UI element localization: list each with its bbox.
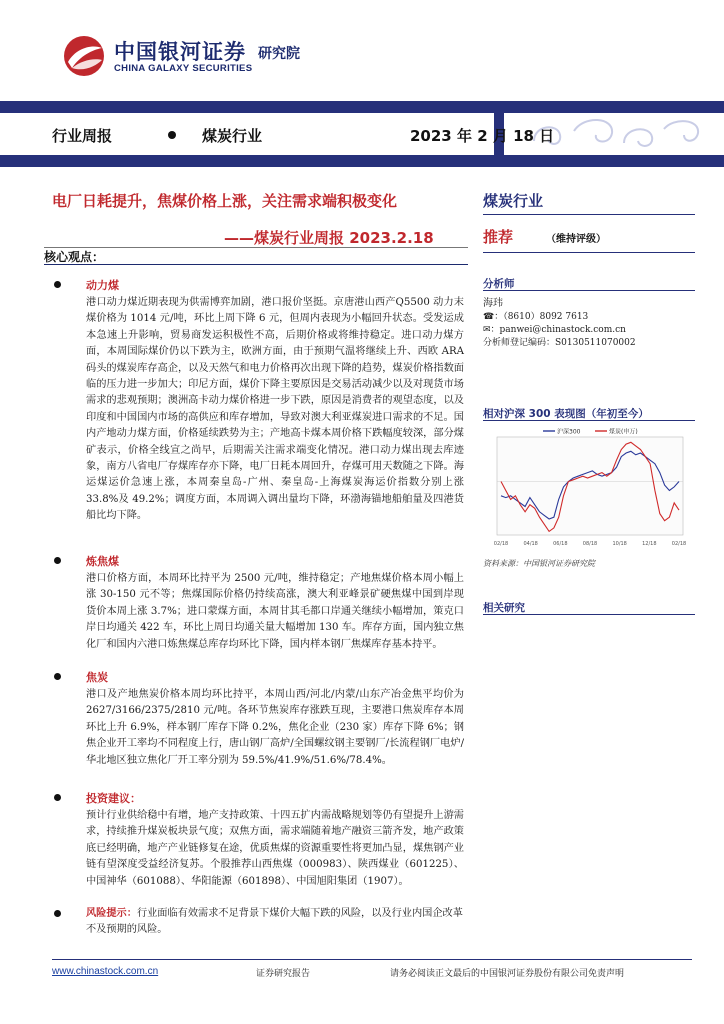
sidebar-divider bbox=[483, 290, 695, 291]
related-research-heading: 相关研究 bbox=[483, 602, 525, 614]
plot-area bbox=[497, 437, 683, 535]
chart-source: 资料来源：中国银河证券研究院 bbox=[483, 559, 595, 568]
x-tick-label: 02/18 bbox=[671, 541, 687, 547]
legend-label: 沪深300 bbox=[557, 428, 581, 436]
bullet-icon bbox=[54, 794, 61, 801]
bullet-icon bbox=[54, 281, 61, 288]
report-date: 2023 年 2 月 18 日 bbox=[410, 127, 555, 145]
legend-label: 煤炭(申万) bbox=[609, 428, 638, 436]
x-tick-label: 08/18 bbox=[582, 541, 598, 547]
core-divider bbox=[44, 264, 468, 265]
analyst-cert: 分析师登记编码：S0130511070002 bbox=[483, 338, 636, 348]
galaxy-logo-icon bbox=[62, 34, 106, 78]
risk-label: 风险提示： bbox=[86, 908, 137, 919]
performance-chart bbox=[483, 423, 691, 555]
company-logo bbox=[62, 32, 322, 80]
brand-name-en: CHINA GALAXY SECURITIES bbox=[114, 63, 253, 74]
risk-text: 行业面临有效需求不足背景下煤价大幅下跌的风险，以及行业内国企改革不及预期的风险。 bbox=[86, 908, 463, 936]
section-text-investment: 预计行业供给稳中有增，地产支持政策、十四五扩内需战略规划等仍有望提升上游需求，持续推升煤炭板块景气度；双焦方面，需求端随着地产融资三箭齐发，地产政策底已经明确，地产产业链修复在途，优质焦煤的资源重要性将更加凸显，煤焦钢产业链有望深度受益经济复苏。个股推荐山西焦煤（000983）、陕西煤业（601225）、中国神华（601088）、华阳能源（601898）、中国旭阳集团（1907）。 bbox=[86, 810, 464, 887]
section-title-thermal-coal: 动力煤 bbox=[86, 279, 119, 292]
report-banner bbox=[0, 101, 724, 167]
research-dept: 研究院 bbox=[258, 46, 300, 62]
sidebar-divider bbox=[483, 420, 695, 421]
rating: 推荐 bbox=[483, 228, 514, 246]
section-title-investment: 投资建议： bbox=[86, 792, 141, 805]
report-subtitle: ——煤炭行业周报 2023.2.18 bbox=[224, 229, 434, 247]
title-divider bbox=[44, 247, 468, 248]
footer-disclaimer: 请务必阅读正文最后的中国银河证券股份有限公司免责声明 bbox=[390, 969, 625, 979]
rating-note: （维持评级） bbox=[546, 234, 606, 245]
banner-industry: 煤炭行业 bbox=[202, 127, 263, 145]
x-tick-label: 06/18 bbox=[553, 541, 568, 547]
footer-report-type: 证券研究报告 bbox=[256, 969, 311, 979]
risk-warning bbox=[86, 906, 464, 939]
chart-heading: 相对沪深 300 表现图（年初至今） bbox=[483, 408, 649, 420]
sidebar-divider bbox=[483, 614, 695, 615]
sidebar-divider bbox=[483, 214, 695, 215]
sidebar-divider bbox=[483, 252, 695, 253]
sidebar-industry: 煤炭行业 bbox=[483, 192, 544, 210]
bullet-icon bbox=[54, 673, 61, 680]
section-text-coke: 港口及产地焦炭价格本周均环比持平，本周山西/河北/内蒙/山东产冶金焦平均价为 2627/3166/2375/2810 元/吨。各环节焦炭库存涨跌互现，主要港口焦炭库存本周环比上升 6.9%，样本钢厂库存下降 0.2%，焦化企业（230 家）库存下降 6%；钢焦企业开工率均不同程度上行，唐山钢厂高炉/全国螺纹钢主要钢厂/长流程钢厂电炉/华北地区独立焦化厂开工率分别为 59.5%/41.9%/51.6%/78.4%。 bbox=[86, 689, 464, 766]
section-title-coke: 焦炭 bbox=[86, 671, 108, 684]
section-title-coking-coal: 炼焦煤 bbox=[86, 555, 119, 568]
analyst-email[interactable]: ✉：panwei@chinastock.com.cn bbox=[483, 325, 626, 335]
website-link[interactable]: www.chinastock.com.cn bbox=[52, 966, 159, 977]
analyst-heading: 分析师 bbox=[483, 278, 515, 290]
report-type: 行业周报 bbox=[52, 127, 113, 145]
x-tick-label: 02/18 bbox=[493, 541, 509, 547]
analyst-phone: ☎：（8610）8092 7613 bbox=[483, 312, 589, 322]
core-views-label: 核心观点： bbox=[44, 250, 105, 264]
x-tick-label: 10/18 bbox=[612, 541, 627, 547]
footer-divider bbox=[52, 959, 692, 960]
section-text-coking-coal: 港口价格方面，本周环比持平为 2500 元/吨，维持稳定；产地焦煤价格本周小幅上涨 30-150 元不等；焦煤国际价格仍持续高涨，澳大利亚峰景矿硬焦煤中国到岸现货价本周上涨 3.7%；进口蒙煤方面，本周甘其毛都口岸通关继续小幅增加，策克口岸日均通关 422 车，环比上周日均通关量大幅增加 130 车。库存方面，国内独立焦化厂和国内六港口炼焦煤总库存均环比下降，国内样本钢厂焦煤库存基本持平。 bbox=[86, 573, 464, 650]
x-tick-label: 04/18 bbox=[523, 541, 538, 547]
bullet-icon bbox=[54, 910, 61, 917]
bullet-icon bbox=[54, 557, 61, 564]
x-tick-label: 12/18 bbox=[642, 541, 657, 547]
analyst-name: 海玮 bbox=[483, 298, 503, 309]
separator-dot-icon bbox=[168, 131, 176, 139]
section-text-thermal-coal: 港口动力煤近期表现为供需博弈加剧，港口报价坚挺。京唐港山西产Q5500 动力末煤价格为 1014 元/吨，环比上周下降 6 元，但周内表现为小幅回升状态。受发运成本急速上升影响，贸易商发运积极性不高，后期价格或将维持稳定。进口动力煤方面，本周国际煤价仍以下跌为主，欧洲方面，由于预期气温将继续上升、西欧 ARA 码头的煤炭库存高企，以及天然气和电力价格再次出现下降的趋势，煤炭价格指数面临的压力进一步加大；印尼方面，煤价下降主要原因是交易活动减少以及对现货市场需求的悲观预期；澳洲高卡动力煤价格进一步下跌，原因是消费者的观望态度，以及印度和中国国内市场的高供应和库存增加，导致对澳大利亚煤炭进口需求的不足。国内产地动力煤方面，价格延续跌势为主；产地高卡煤本周价格下跌幅度较深，部分煤矿表示，价格全线宣之尚早，后期需关注需求端变化情况。港口动力煤出现去库迹象，南方八省电厂存煤库存亦下降，电厂日耗本周回升，存煤可用天数随之下降。海运煤运价急速上涨，本周秦皇岛-广州、秦皇岛-上海煤炭海运价指数分别上涨 33.8%及 49.2%；调度方面，本周调入调出量均下降，环渤海锚地船舶量及四港货船比均下降。 bbox=[86, 297, 464, 522]
report-title: 电厂日耗提升，焦煤价格上涨，关注需求端积极变化 bbox=[52, 192, 398, 210]
brand-name-cn: 中国银河证券 bbox=[114, 40, 246, 64]
